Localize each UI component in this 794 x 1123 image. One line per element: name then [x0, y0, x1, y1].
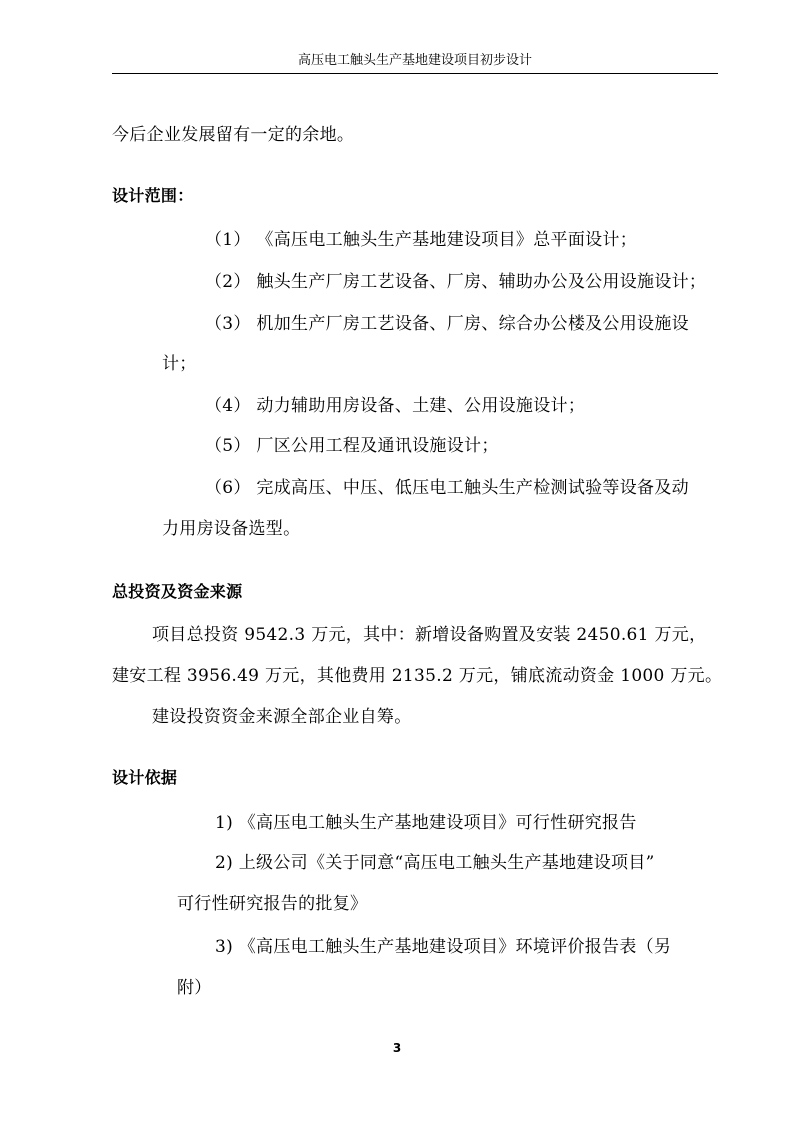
scope-item-3-continuation: 计；	[162, 354, 197, 374]
investment-line-1: 项目总投资 9542.3 万元，其中：新增设备购置及安装 2450.61 万元，	[152, 625, 707, 645]
scope-item-6-continuation: 力用房设备选型。	[162, 519, 301, 539]
scope-item-4: （4） 动力辅助用房设备、土建、公用设施设计；	[205, 396, 586, 416]
basis-item-3: 3) 《高压电工触头生产基地建设项目》环境评价报告表（另	[215, 937, 672, 957]
investment-line-2: 建安工程 3956.49 万元，其他费用 2135.2 万元，铺底流动资金 1000 万元。	[112, 666, 723, 686]
running-header-title: 高压电工触头生产基地建设项目初步设计	[297, 53, 532, 68]
scope-heading: 设计范围：	[112, 186, 194, 205]
basis-heading: 设计依据	[112, 768, 178, 787]
intro-line: 今后企业发展留有一定的余地。	[112, 125, 355, 145]
investment-heading: 总投资及资金来源	[112, 582, 243, 601]
basis-item-3-continuation: 附）	[177, 978, 212, 998]
page-number: 3	[392, 1041, 402, 1055]
investment-line-3: 建设投资资金来源全部企业自筹。	[152, 707, 412, 727]
basis-item-2-continuation: 可行性研究报告的批复》	[177, 894, 368, 914]
scope-item-2: （2） 触头生产厂房工艺设备、厂房、辅助办公及公用设施设计；	[205, 272, 707, 292]
header-divider	[112, 73, 718, 74]
scope-item-5: （5） 厂区公用工程及通讯设施设计；	[205, 436, 499, 456]
scope-item-1: （1） 《高压电工触头生产基地建设项目》总平面设计；	[205, 230, 638, 250]
basis-item-1: 1) 《高压电工触头生产基地建设项目》可行性研究报告	[215, 813, 637, 833]
scope-item-6: （6） 完成高压、中压、低压电工触头生产检测试验等设备及动	[205, 478, 689, 498]
scope-item-3: （3） 机加生产厂房工艺设备、厂房、综合办公楼及公用设施设	[205, 314, 689, 334]
basis-item-2: 2) 上级公司《关于同意“高压电工触头生产基地建设项目”	[215, 853, 655, 873]
